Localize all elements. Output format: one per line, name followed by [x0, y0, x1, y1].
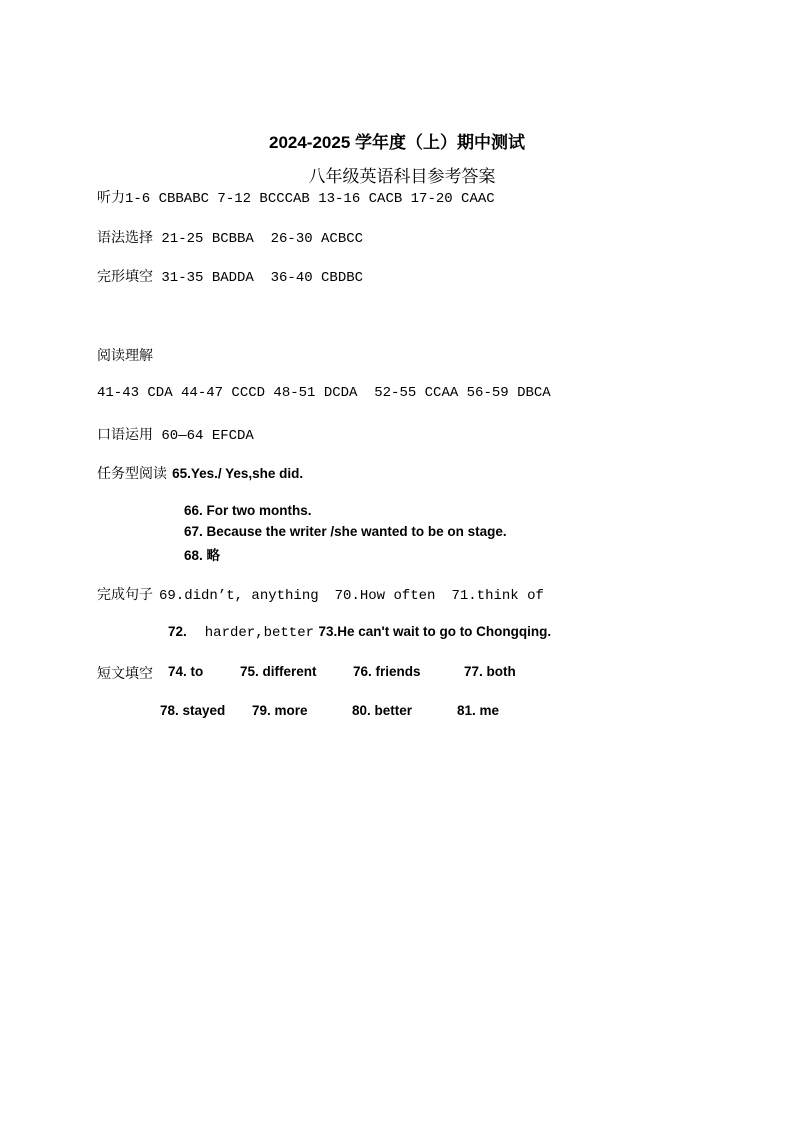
answer-69: 69.didn’t, anything — [159, 588, 319, 604]
page-subtitle: 八年级英语科目参考答案 — [308, 167, 496, 187]
listening-label: 听力 — [97, 190, 125, 206]
answer-68: 68. 略 — [184, 548, 221, 563]
answer-66: 66. For two months. — [184, 503, 312, 518]
answer-79: 79. more — [252, 703, 308, 718]
task-reading-label: 任务型阅读 — [97, 466, 167, 482]
answer-74: 74. to — [168, 664, 204, 679]
sentences-row — [97, 584, 544, 604]
sentences-label: 完成句子 — [97, 587, 153, 603]
cloze-row — [97, 266, 363, 286]
answer-67: 67. Because the writer /she wanted to be on stage. — [184, 524, 507, 539]
answer-76: 76. friends — [353, 664, 421, 679]
grammar-answers: 21-25 BCBBA 26-30 ACBCC — [161, 231, 364, 247]
answer-75: 75. different — [240, 664, 317, 679]
fill-blanks-label: 短文填空 — [97, 666, 153, 682]
cloze-answers: 31-35 BADDA 36-40 CBDBC — [161, 270, 364, 286]
reading-label: 阅读理解 — [97, 348, 153, 364]
answer-80: 80. better — [352, 703, 413, 718]
oral-label: 口语运用 — [97, 427, 153, 443]
listening-answers: 1-6 CBBABC 7-12 BCCCAB 13-16 CACB 17-20 CAAC — [125, 191, 495, 207]
answer-73: 73.He can't wait to go to Chongqing. — [318, 624, 552, 639]
oral-answers: 60—64 EFCDA — [161, 428, 254, 444]
answer-72: harder,better — [204, 625, 314, 641]
answer-70: 70.How often — [334, 588, 436, 604]
grammar-label: 语法选择 — [97, 230, 153, 246]
reading-answers: 41-43 CDA 44-47 CCCD 48-51 DCDA 52-55 CCAA 56-59 DBCA — [97, 385, 551, 401]
listening-row — [97, 187, 495, 207]
answer-71: 71.think of — [451, 588, 544, 604]
task-reading-row — [97, 463, 303, 483]
answer-78: 78. stayed — [160, 703, 226, 718]
answer-65: 65.Yes./ Yes,she did. — [172, 466, 304, 481]
cloze-label: 完形填空 — [97, 269, 153, 285]
grammar-row — [97, 227, 363, 247]
answer-81: 81. me — [457, 703, 500, 718]
oral-row — [97, 424, 254, 444]
sentences-row-2 — [168, 624, 551, 641]
answer-72-number: 72. — [168, 624, 187, 639]
page-title: 2024-2025 学年度（上）期中测试 — [268, 133, 526, 152]
answer-77: 77. both — [464, 664, 516, 679]
